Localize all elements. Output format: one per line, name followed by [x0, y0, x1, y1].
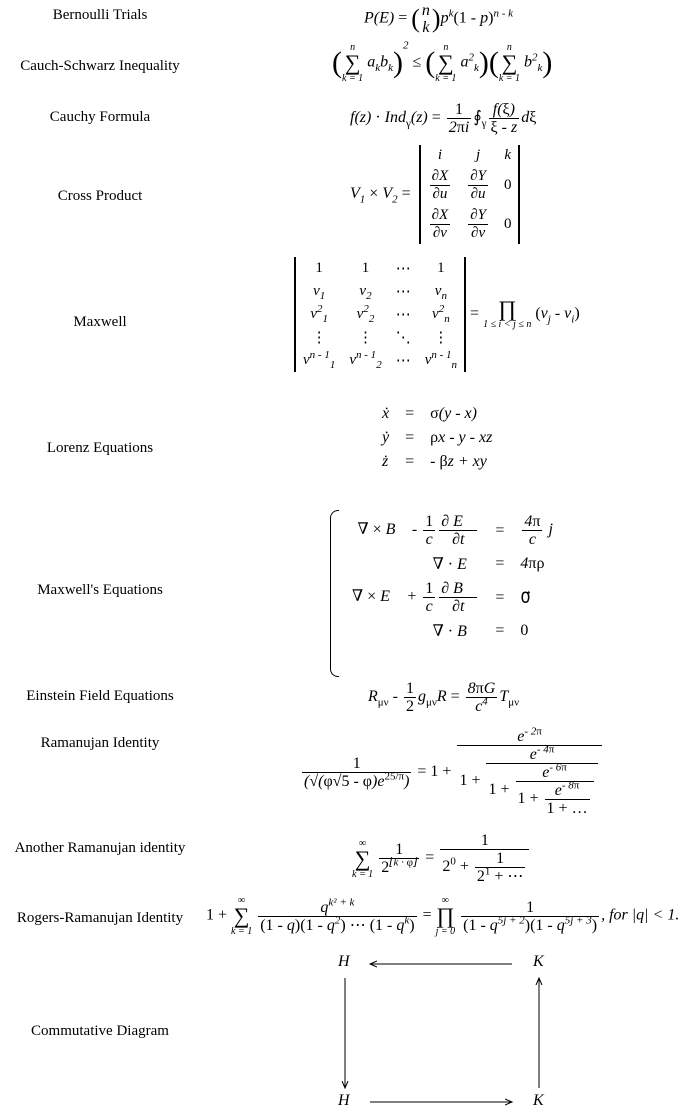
label-lorenz: Lorenz Equations: [46, 440, 154, 456]
label-cauchy-schwarz: Cauch-Schwarz Inequality: [20, 58, 180, 74]
formula-cauchy: f(z) · Ind$_\gamma$(z) = $\frac{1}{2\pi i}$ $∮_\gamma$ $\frac{f(\xi)}{\xi - z}$ dξ: [350, 101, 537, 136]
label-cross-product: Cross Product: [57, 188, 143, 204]
label-cauchy-formula: Cauchy Formula: [49, 109, 151, 125]
label-another-ramanujan: Another Ramanujan identity: [14, 840, 186, 856]
formula-vandermonde: 1 1 ⋯ 1 $v_1$ $v_2$ ⋯ $v_n$ $v^2_1$ $v^2_2$ ⋯ $v^2_n$ ⋮ ⋮ ⋱ ⋮ $v^{n - 1}_1$ $v^{n - 1}_2$ ⋯ $v^{n - 1}_n$ = ∏ 1 ≤ i < j ≤ n $(v_j - v_i)$: [294, 257, 580, 372]
label-rogers-ramanujan: Rogers-Ramanujan Identity: [16, 910, 184, 926]
formula-rogers-ramanujan: 1 + ∞ ∑ k = 1 $\frac{q^{k^2 + k}}{(1 - q)(1 - q^2) \cdots (1 - q^k)}$ = ∞ ∏ j = 0 $\frac{1}{(1 - q^{5j + 2})(1 - q^{5j + 3})}$ , for |q| < 1.: [206, 895, 680, 937]
diagram-bottom-left: H: [338, 1092, 350, 1109]
label-einstein: Einstein Field Equations: [26, 688, 174, 704]
label-commutative: Commutative Diagram: [31, 1023, 169, 1039]
formula-lorenz: ẋ = σ(y - x) ẏ = ρx - y - xz ż = - βz + xy: [382, 405, 493, 470]
formula-cauchy-schwarz: ( n ∑ k = 1 $a_kb_k)^2$ ≤ ( n ∑ k = 1 $a^2_k$)( n ∑ k = 1 $b^2_k$): [332, 39, 553, 84]
formula-cross-product: $V_1 \times V_2 = i$ j k $\frac{\partial X}{\partial u}$ $\frac{\partial Y}{\partial u}$ 0 $\frac{\partial X}{\partial v}$ $\frac{\partial Y}{\partial v}$ 0: [350, 145, 520, 244]
label-maxwell: Maxwell: [73, 314, 127, 330]
label-ramanujan: Ramanujan Identity: [40, 735, 160, 751]
diagram-bottom-right: K: [533, 1092, 544, 1109]
diagram-top-right: K: [533, 953, 544, 970]
label-bernoulli-trials: Bernoulli Trials: [52, 7, 148, 23]
formula-another-ramanujan: ∞ ∑ k = 1 $\frac{1}{2^{⌊k \cdot \varphi⌋}}$ = 1 $2^0$ + $\frac{1}{2^1 + \cdots}$: [352, 832, 531, 885]
formula-bernoulli: P(E) = ( n k )$p^k(1 - p)^{n - k}$: [364, 2, 513, 36]
label-maxwells-equations: Maxwell's Equations: [37, 582, 163, 598]
rogers-tail: , for |q| < 1.: [601, 906, 680, 924]
formula-maxwells-equations: ∇ × B⃗ - $\frac{1}{c}$ $\frac{\partial E⃗}{\partial t}$ = $\frac{4\pi}{c}$ j⃗ ∇ · E⃗ = 4πρ ∇ × E⃗ + $\frac{1}{c}$ $\frac{\partial B⃗}{\partial t}$ = 0⃗ ∇ · B⃗ = 0: [330, 510, 573, 644]
formula-einstein: $R_{\mu\nu}$ - $\frac{1}{2}$ $g_{\mu\nu}R$ = $\frac{8\pi G}{c^4}$ $T_{\mu\nu}$: [368, 680, 520, 715]
formula-ramanujan: $\frac{1}{(√(\varphi√5 - \varphi)e^{25/\pi})}$ = 1 + $e^{- 2\pi}$ 1 + $e^{- 4\pi}$ 1 + $e^{- 6\pi}$ 1 + $\frac{e^{- 8\pi}}{1 + \dots}$: [300, 728, 604, 817]
diagram-top-left: H: [338, 953, 350, 970]
